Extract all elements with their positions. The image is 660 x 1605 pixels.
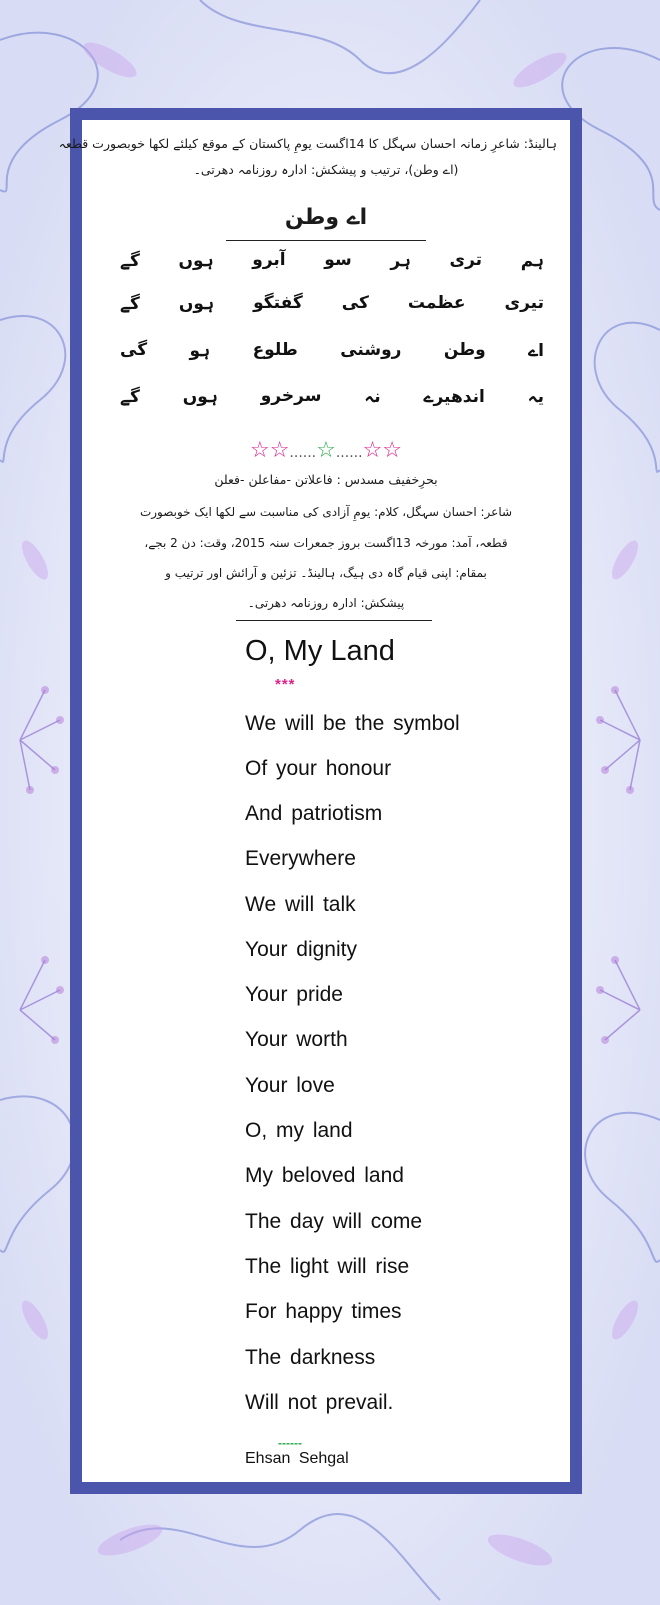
urdu-info-line-4: پیشکش: ادارہ روزنامہ دھرتی۔: [247, 596, 405, 610]
verse-word: ہوں: [182, 387, 218, 407]
verse-line-4: [120, 386, 544, 407]
poem-line: The light will rise: [245, 1255, 410, 1278]
verse-word: ہم: [520, 251, 544, 271]
title-asterisks: ***: [275, 676, 296, 693]
verse-word: نہ: [364, 387, 381, 407]
verse-word: آبرو: [252, 250, 286, 270]
urdu-info-underline: [236, 620, 432, 621]
verse-word: وطن: [443, 340, 486, 360]
verse-word: تیری: [504, 293, 544, 313]
urdu-intro-line-1: ہالینڈ: شاعرِ زمانہ احسان سہگل کا 14اگست یومِ پاکستان کے موقع کیلئے لکھا خوبصورت قطعہ: [58, 136, 557, 151]
poem-line: Will not prevail.: [245, 1391, 394, 1414]
poem-line: Your dignity: [245, 938, 357, 961]
urdu-info-line-3: بمقام: اپنی قیام گاہ دی ہیگ، ہالینڈ۔ تزئین و آرائش اور ترتیب و: [165, 566, 487, 580]
verse-word: طلوع: [252, 340, 298, 360]
urdu-info-line-2: قطعہ، آمد: مورخہ 13اگست بروز جمعرات سنہ 2015، وقت: دن 2 بجے،: [144, 536, 508, 550]
verse-line-1: [120, 250, 544, 271]
poem-line: Of your honour: [245, 757, 392, 780]
star-separator: [82, 438, 570, 463]
verse-word: عظمت: [407, 293, 466, 313]
poem-line: Your pride: [245, 983, 343, 1006]
dots: ......: [289, 445, 317, 461]
poem-line: And patriotism: [245, 802, 383, 825]
verse-word: گے: [120, 294, 140, 314]
verse-word: اندھیرے: [423, 387, 485, 407]
verse-word: یہ: [527, 387, 544, 407]
poem-line: Your worth: [245, 1028, 348, 1051]
poem-line: Your love: [245, 1074, 335, 1097]
urdu-info-line-1: شاعر: احسان سہگل، کلام: یومِ آزادی کی مناسبت سے لکھا ایک خوبصورت: [139, 505, 513, 519]
verse-line-2: [120, 293, 544, 314]
verse-word: گفتگو: [253, 293, 303, 313]
poem-line: For happy times: [245, 1300, 402, 1323]
poem-line: O, my land: [245, 1119, 353, 1142]
signature: Ehsan Sehgal: [245, 1450, 349, 1467]
poem-line: We will talk: [245, 893, 356, 916]
poem-line: We will be the symbol: [245, 712, 460, 735]
verse-word: سرخرو: [260, 386, 322, 406]
verse-word: ہوں: [178, 294, 215, 314]
urdu-title-underline: [226, 240, 426, 241]
urdu-metre: بحرِخفیف مسدس : فاعلاتن -مفاعلن -فعلن: [214, 472, 438, 487]
verse-word: ہوں: [178, 251, 214, 271]
verse-word: سو: [324, 250, 352, 270]
verse-word: روشنی: [340, 340, 402, 360]
verse-word: گی: [120, 340, 148, 360]
verse-word: ہر: [390, 251, 411, 271]
verse-word: کی: [341, 293, 369, 313]
poem-line: Everywhere: [245, 847, 356, 870]
poem-line: My beloved land: [245, 1164, 404, 1187]
star-icon: ☆☆: [362, 438, 403, 463]
signature-dash: ------: [278, 1436, 302, 1450]
verse-word: تری: [449, 250, 483, 270]
poem-line: The day will come: [245, 1210, 423, 1233]
poem-line: The darkness: [245, 1346, 376, 1369]
verse-line-3: [120, 340, 544, 361]
verse-word: گے: [120, 251, 140, 271]
verse-word: ہو: [189, 341, 211, 361]
verse-word: اے: [528, 341, 544, 361]
urdu-intro-line-2: (اے وطن)، ترتیب و پیشکش: ادارہ روزنامہ دھرتی۔: [193, 162, 459, 177]
english-title: O, My Land: [245, 635, 395, 667]
dots: ......: [335, 445, 363, 461]
star-icon: ☆: [316, 438, 336, 463]
star-icon: ☆☆: [249, 438, 290, 463]
urdu-title: اے وطن: [284, 205, 368, 230]
verse-word: گے: [120, 387, 140, 407]
